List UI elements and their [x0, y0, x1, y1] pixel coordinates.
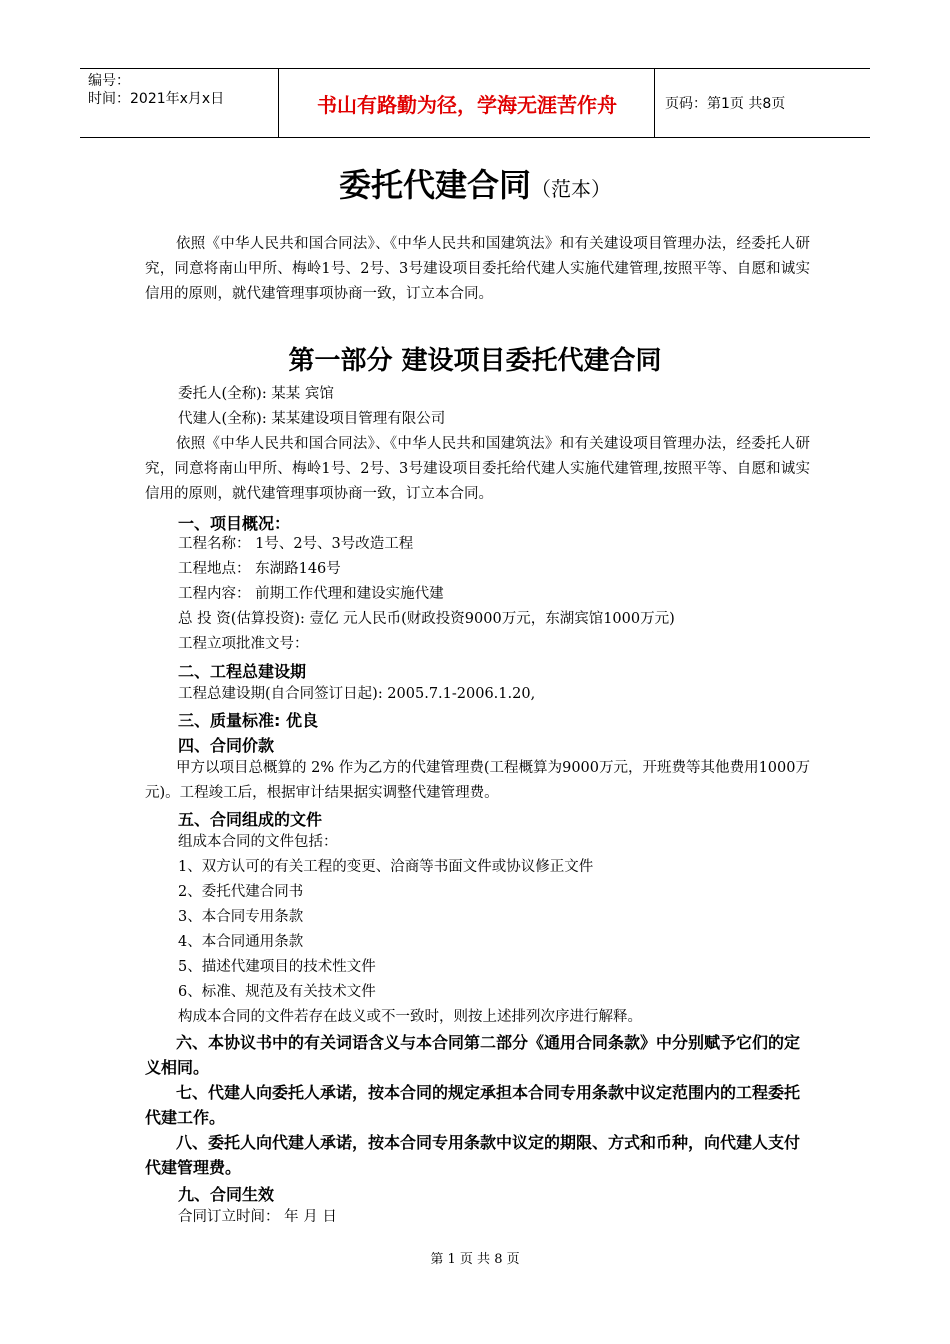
header-slogan: 书山有路勤为径，学海无涯苦作舟: [280, 69, 655, 137]
part1-title: 第一部分 建设项目委托代建合同: [288, 346, 662, 376]
s1-line: 工程内容： 前期工作代理和建设实施代建: [178, 586, 444, 602]
section3-title: 三、质量标准: 优良: [178, 711, 318, 730]
s2-line: 工程总建设期(自合同签订日起): 2005.7.1-2006.1.20,: [178, 686, 536, 702]
section1-title: 一、项目概况：: [178, 514, 291, 533]
s4-text: 甲方以项目总概算的 2% 作为乙方的代建管理费(工程概算为9000万元，开班费等其他费用1000万元)。工程竣工后，根据审计结果据实调整代建管理费。: [145, 760, 810, 801]
s5-line: 6、标准、规范及有关技术文件: [178, 984, 376, 1000]
section8-paragraph: 八、委托人向代建人承诺，按本合同专用条款中议定的期限、方式和币种，向代建人支付代建管理费。: [145, 1133, 801, 1177]
section6-paragraph: 六、本协议书中的有关词语含义与本合同第二部分《通用合同条款》中分别赋予它们的定义相同。: [145, 1033, 801, 1077]
section5-title: 五、合同组成的文件: [178, 810, 323, 829]
title-main: 委托代建合同: [338, 166, 531, 204]
page-header: [80, 68, 870, 138]
section2-title: 二、工程总建设期: [178, 662, 307, 681]
client-line: 委托人(全称): 某某 宾馆: [178, 386, 334, 402]
s1-line: 工程立项批准文号：: [178, 636, 309, 652]
number-label: 编号：: [88, 73, 130, 89]
document-title: [0, 160, 950, 206]
page-footer: 第 1 页 共 8 页: [430, 1252, 520, 1267]
s5-line: 构成本合同的文件若存在歧义或不一致时，则按上述排列次序进行解释。: [178, 1009, 642, 1025]
s9-line: 合同订立时间： 年 月 日: [178, 1209, 337, 1225]
agent-line: 代建人(全称): 某某建设项目管理有限公司: [178, 411, 446, 427]
section9-title: 九、合同生效: [178, 1185, 275, 1204]
s5-line: 3、本合同专用条款: [178, 909, 304, 925]
s5-line: 4、本合同通用条款: [178, 934, 304, 950]
s5-line: 1、双方认可的有关工程的变更、洽商等书面文件或协议修正文件: [178, 859, 594, 875]
intro-paragraph: 依照《中华人民共和国合同法》、《中华人民共和国建筑法》和有关建设项目管理办法，经委托人研究，同意将南山甲所、梅岭1号、2号、3号建设项目委托给代建人实施代建管理,按照平等、自愿和诚实信用的原则，就代建管理事项协商一致，订立本合同。: [145, 236, 810, 302]
section7-paragraph: 七、代建人向委托人承诺，按本合同的规定承担本合同专用条款中议定范围内的工程委托代建工作。: [145, 1083, 801, 1127]
s1-line: 总 投 资(估算投资): 壹亿 元人民币(财政投资9000万元，东湖宾馆1000万元): [178, 611, 675, 627]
header-page-info: 页码：第1页 共8页: [665, 96, 786, 112]
date-label: 时间：2021年x月x日: [88, 91, 225, 107]
section4-title: 四、合同价款: [178, 736, 275, 755]
header-meta: [80, 69, 279, 137]
s5-line: 组成本合同的文件包括：: [178, 834, 338, 850]
s5-line: 2、委托代建合同书: [178, 884, 304, 900]
title-sub: （范本）: [531, 177, 611, 201]
s1-line: 工程地点： 东湖路146号: [178, 561, 341, 577]
s1-line: 工程名称： 1号、2号、3号改造工程: [178, 536, 414, 552]
part1-intro: 依照《中华人民共和国合同法》、《中华人民共和国建筑法》和有关建设项目管理办法，经委托人研究，同意将南山甲所、梅岭1号、2号、3号建设项目委托给代建人实施代建管理,按照平等、自愿和诚实信用的原则，就代建管理事项协商一致，订立本合同。: [145, 436, 810, 502]
s5-line: 5、描述代建项目的技术性文件: [178, 959, 376, 975]
